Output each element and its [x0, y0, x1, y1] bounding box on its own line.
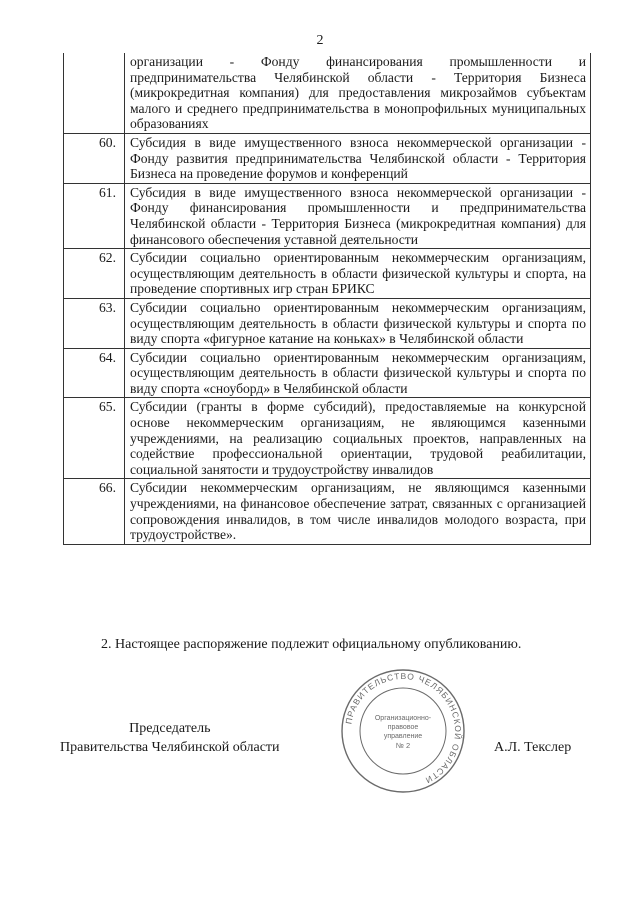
- row-number: 64.: [64, 348, 125, 398]
- row-text: Субсидии социально ориентированным некоммерческим организациям, осуществляющим деятельность в области физической культуры и спорта по виду спорта «фигурное катание на коньках» в Челябинской области: [125, 298, 591, 348]
- seal-inner-line2: правовое: [387, 724, 419, 731]
- signature-position-line2: Правительства Челябинской области: [60, 740, 280, 755]
- row-text: Субсидии социально ориентированным некоммерческим организациям, осуществляющим деятельность в области физической культуры и спорта, на проведение спортивных игр стран БРИКС: [125, 249, 591, 299]
- paragraph-2: 2. Настоящее распоряжение подлежит официальному опубликованию.: [101, 637, 522, 652]
- seal-inner-line4: № 2: [395, 741, 411, 750]
- row-text: Субсидия в виде имущественного взноса некоммерческой организации - Фонду финансирования промышленности и предпринимательства Челябинской области - Территория Бизнеса (микрокредитная компания) для финансового обеспечения уставной деятельности: [125, 183, 591, 248]
- signature-position-line1: Председатель: [129, 721, 211, 736]
- row-number: 63.: [64, 298, 125, 348]
- seal-inner-line3: управление: [383, 733, 423, 740]
- table-row: [64, 398, 591, 479]
- table-row: [64, 133, 591, 183]
- row-number: 66.: [64, 479, 125, 544]
- table-row: [64, 348, 591, 398]
- page-number: 2: [316, 33, 324, 48]
- seal-inner-line1: Организационно-: [374, 715, 432, 722]
- row-text: Субсидия в виде имущественного взноса некоммерческой организации - Фонду развития предпринимательства Челябинской области - Территория Бизнеса на проведение форумов и конференций: [125, 133, 591, 183]
- row-number: 65.: [64, 398, 125, 479]
- signature-name: А.Л. Текслер: [494, 740, 572, 755]
- seal-outer-text: ПРАВИТЕЛЬСТВО ЧЕЛЯБИНСКОЙ ОБЛАСТИ: [343, 670, 464, 786]
- row-text: организации - Фонду финансирования промышленности и предпринимательства Челябинской области - Территория Бизнеса (микрокредитная компания) для предоставления микрозаймов субъектам малого и среднего предпринимательства в монопрофильных муниципальных образованиях: [125, 53, 591, 133]
- table-row: [64, 479, 591, 544]
- row-number: 62.: [64, 249, 125, 299]
- seal-inner-ring: [360, 688, 446, 774]
- row-number: [64, 53, 125, 133]
- signature-position: [60, 719, 280, 757]
- table-row: [64, 249, 591, 299]
- row-number: 60.: [64, 133, 125, 183]
- table-row: [64, 53, 591, 133]
- row-text: Субсидии (гранты в форме субсидий), предоставляемые на конкурсной основе некоммерческим организациям, не являющимся казенными учреждениями, на реализацию социальных проектов, направленных на содействие профессиональной ориентации, трудовой реабилитации, социальной занятости и трудоустройству инвалидов: [125, 398, 591, 479]
- official-seal: [340, 668, 466, 794]
- row-text: Субсидии социально ориентированным некоммерческим организациям, осуществляющим деятельность в области физической культуры и спорта по виду спорта «сноуборд» в Челябинской области: [125, 348, 591, 398]
- subsidies-table: [63, 53, 591, 545]
- row-number: 61.: [64, 183, 125, 248]
- row-text: Субсидии некоммерческим организациям, не являющимся казенными учреждениями, на финансовое обеспечение затрат, связанных с организацией сопровождения инвалидов, в том числе инвалидов молодого возраста, при трудоустройстве».: [125, 479, 591, 544]
- table-row: [64, 298, 591, 348]
- table-row: [64, 183, 591, 248]
